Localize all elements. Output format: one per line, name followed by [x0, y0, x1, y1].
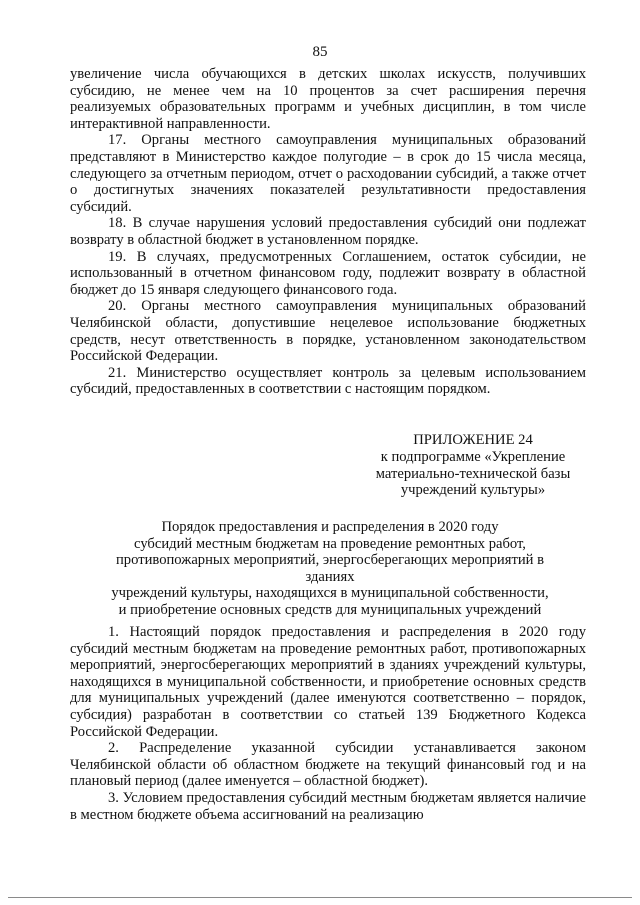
title-line-3: противопожарных мероприятий, энергосберегающих мероприятий в зданиях — [116, 552, 544, 585]
appendix-line-3: учреждений культуры» — [400, 482, 546, 499]
paragraph-1: 1. Настоящий порядок предоставления и распределения в 2020 году субсидий местным бюджетам на проведение ремонтных работ, противопожарных мероприятий, энергосберегающих мероприятий в зданиях учреждений культуры, находящихся в муниципальной собственности, и приобретение основных средств для муниципальных учреждений (далее именуются соответственно – порядок, субсидия) разработан в соответствии со статьей 139 Бюджетного Кодекса Российской Федерации. — [70, 624, 586, 740]
appendix-line-2: материально-технической базы — [375, 465, 571, 482]
paragraph-continuation: увеличение числа обучающихся в детских школах искусств, получивших субсидию, не менее чем на 10 процентов за счет расширения перечня реализуемых образовательных программ и учебных дисциплин, в том числе интерактивной направленности. — [70, 66, 586, 132]
appendix-header — [360, 432, 586, 499]
appendix-heading: ПРИЛОЖЕНИЕ 24 — [413, 432, 533, 448]
footer-divider — [8, 897, 632, 898]
bottom-text-block — [70, 624, 586, 823]
paragraph-2: 2. Распределение указанной субсидии устанавливается законом Челябинской области об областном бюджете на текущий финансовый год и на плановый период (далее именуется – областной бюджет). — [70, 740, 586, 790]
paragraph-20: 20. Органы местного самоуправления муниципальных образований Челябинской области, допустившие нецелевое использование бюджетных средств, несут ответственность в порядке, установленном законодательством Российской Федерации. — [70, 298, 586, 365]
title-line-4: учреждений культуры, находящихся в муниципальной собственности, — [111, 585, 549, 602]
appendix-line-1: к подпрограмме «Укрепление — [380, 448, 566, 465]
title-line-2: субсидий местным бюджетам на проведение ремонтных работ, — [134, 535, 526, 552]
top-text-block — [70, 66, 586, 398]
title-line-5: и приобретение основных средств для муниципальных учреждений — [118, 601, 542, 618]
paragraph-17: 17. Органы местного самоуправления муниципальных образований представляют в Министерство каждое полугодие – в срок до 15 числа месяца, следующего за отчетным периодом, отчет о расходовании субсидий, а также отчет о достигнутых значениях показателей результативности предоставления субсидий. — [70, 132, 586, 215]
title-line-1: Порядок предоставления и распределения в 2020 году — [161, 519, 499, 535]
paragraph-18: 18. В случае нарушения условий предоставления субсидий они подлежат возврату в областной бюджет в установленном порядке. — [70, 215, 586, 248]
document-title — [90, 519, 570, 619]
page-number: 85 — [312, 44, 328, 60]
paragraph-3: 3. Условием предоставления субсидий местным бюджетам является наличие в местном бюджете объема ассигнований на реализацию — [70, 789, 586, 823]
paragraph-21: 21. Министерство осуществляет контроль за целевым использованием субсидий, предоставленных в соответствии с настоящим порядком. — [70, 364, 586, 398]
paragraph-19: 19. В случаях, предусмотренных Соглашением, остаток субсидии, не использованный в отчетном финансовом году, подлежит возврату в областной бюджет до 15 января следующего финансового года. — [70, 248, 586, 298]
